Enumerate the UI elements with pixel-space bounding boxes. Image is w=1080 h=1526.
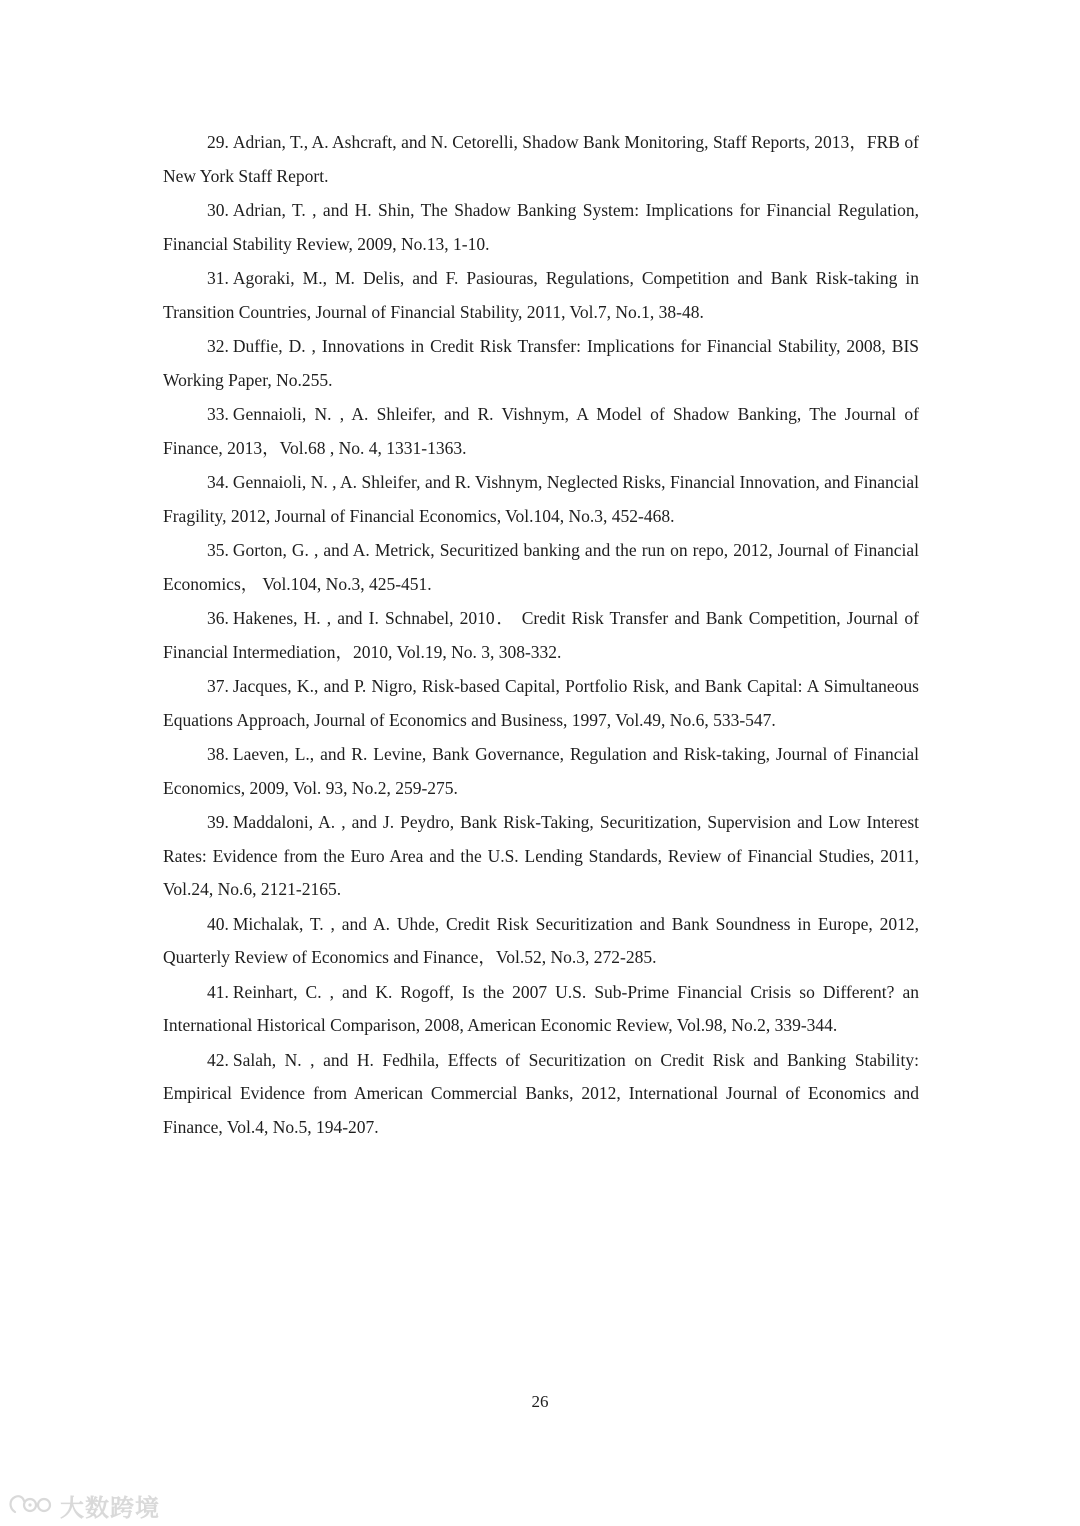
reference-text: Salah, N. , and H. Fedhila, Effects of Securitization on Credit Risk and Banking Stability: Empirical Evidence from American Commercial Banks, 2012, International Journal of Economics and Finance, Vol.4, No.5, 194-207. (163, 1049, 919, 1137)
reference-item (163, 126, 919, 193)
reference-number: 39. (207, 812, 229, 832)
reference-text: Adrian, T., A. Ashcraft, and N. Cetorelli, Shadow Bank Monitoring, Staff Reports, 2013，FRB of New York Staff Report. (163, 132, 919, 186)
brand-logo-icon (6, 1492, 54, 1518)
reference-item (163, 908, 919, 975)
reference-number: 37. (207, 676, 229, 696)
reference-number: 29. (207, 132, 229, 152)
reference-item (163, 738, 919, 805)
reference-number: 40. (207, 913, 229, 934)
reference-item (163, 330, 919, 397)
reference-text: Michalak, T. , and A. Uhde, Credit Risk Securitization and Bank Soundness in Europe, 2012, Quarterly Review of Economics and Finance，Vol.52, No.3, 272-285. (163, 913, 919, 967)
reference-item (163, 806, 919, 907)
reference-text: Agoraki, M., M. Delis, and F. Pasiouras, Regulations, Competition and Bank Risk-taking in Transition Countries, Journal of Financial Stability, 2011, Vol.7, No.1, 38-48. (163, 268, 919, 322)
reference-text: Laeven, L., and R. Levine, Bank Governance, Regulation and Risk-taking, Journal of Financial Economics, 2009, Vol. 93, No.2, 259-275. (163, 744, 919, 798)
reference-text: Hakenes, H. , and I. Schnabel, 2010． Credit Risk Transfer and Bank Competition, Journal of Financial Intermediation，2010, Vol.19, No. 3, 308-332. (163, 608, 919, 662)
reference-item (163, 976, 919, 1043)
reference-item (163, 1044, 919, 1145)
reference-number: 35. (207, 540, 229, 560)
reference-item (163, 534, 919, 601)
reference-number: 34. (207, 472, 229, 492)
reference-number: 36. (207, 608, 229, 628)
reference-item (163, 398, 919, 465)
reference-number: 31. (207, 268, 229, 288)
reference-item (163, 262, 919, 329)
reference-item (163, 466, 919, 533)
watermark (6, 1490, 160, 1520)
reference-text: Jacques, K., and P. Nigro, Risk-based Capital, Portfolio Risk, and Bank Capital: A Simultaneous Equations Approach, Journal of Economics and Business, 1997, Vol.49, No.6, 533-547. (163, 676, 919, 730)
reference-text: Gennaioli, N. , A. Shleifer, and R. Vishnym, A Model of Shadow Banking, The Journal of Finance, 2013，Vol.68 , No. 4, 1331-1363. (163, 404, 919, 458)
reference-number: 42. (207, 1049, 229, 1070)
reference-text: Gennaioli, N. , A. Shleifer, and R. Vishnym, Neglected Risks, Financial Innovation, and Financial Fragility, 2012, Journal of Financial Economics, Vol.104, No.3, 452-468. (163, 472, 919, 526)
reference-text: Maddaloni, A. , and J. Peydro, Bank Risk-Taking, Securitization, Supervision and Low Interest Rates: Evidence from the Euro Area and the U.S. Lending Standards, Review of Financial Studies, 2011, Vol.24, No.6, 2121-2165. (163, 812, 919, 899)
reference-item (163, 602, 919, 669)
reference-number: 41. (207, 981, 229, 1002)
reference-text: Duffie, D. , Innovations in Credit Risk Transfer: Implications for Financial Stability, 2008, BIS Working Paper, No.255. (163, 336, 919, 390)
page-number: 26 (531, 1392, 549, 1411)
reference-item (163, 194, 919, 261)
reference-number: 33. (207, 404, 229, 424)
reference-number: 30. (207, 200, 229, 220)
watermark-text: 大数跨境 (60, 1493, 160, 1522)
reference-item (163, 670, 919, 737)
reference-list (163, 126, 919, 1145)
reference-text: Reinhart, C. , and K. Rogoff, Is the 2007 U.S. Sub-Prime Financial Crisis so Different? an International Historical Comparison, 2008, American Economic Review, Vol.98, No.2, 339-344. (163, 981, 919, 1035)
reference-number: 32. (207, 336, 229, 356)
reference-number: 38. (207, 744, 229, 764)
reference-text: Gorton, G. , and A. Metrick, Securitized banking and the run on repo, 2012, Journal of Financial Economics， Vol.104, No.3, 425-451. (163, 540, 919, 594)
reference-text: Adrian, T. , and H. Shin, The Shadow Banking System: Implications for Financial Regulation, Financial Stability Review, 2009, No.13, 1-10. (163, 200, 919, 254)
